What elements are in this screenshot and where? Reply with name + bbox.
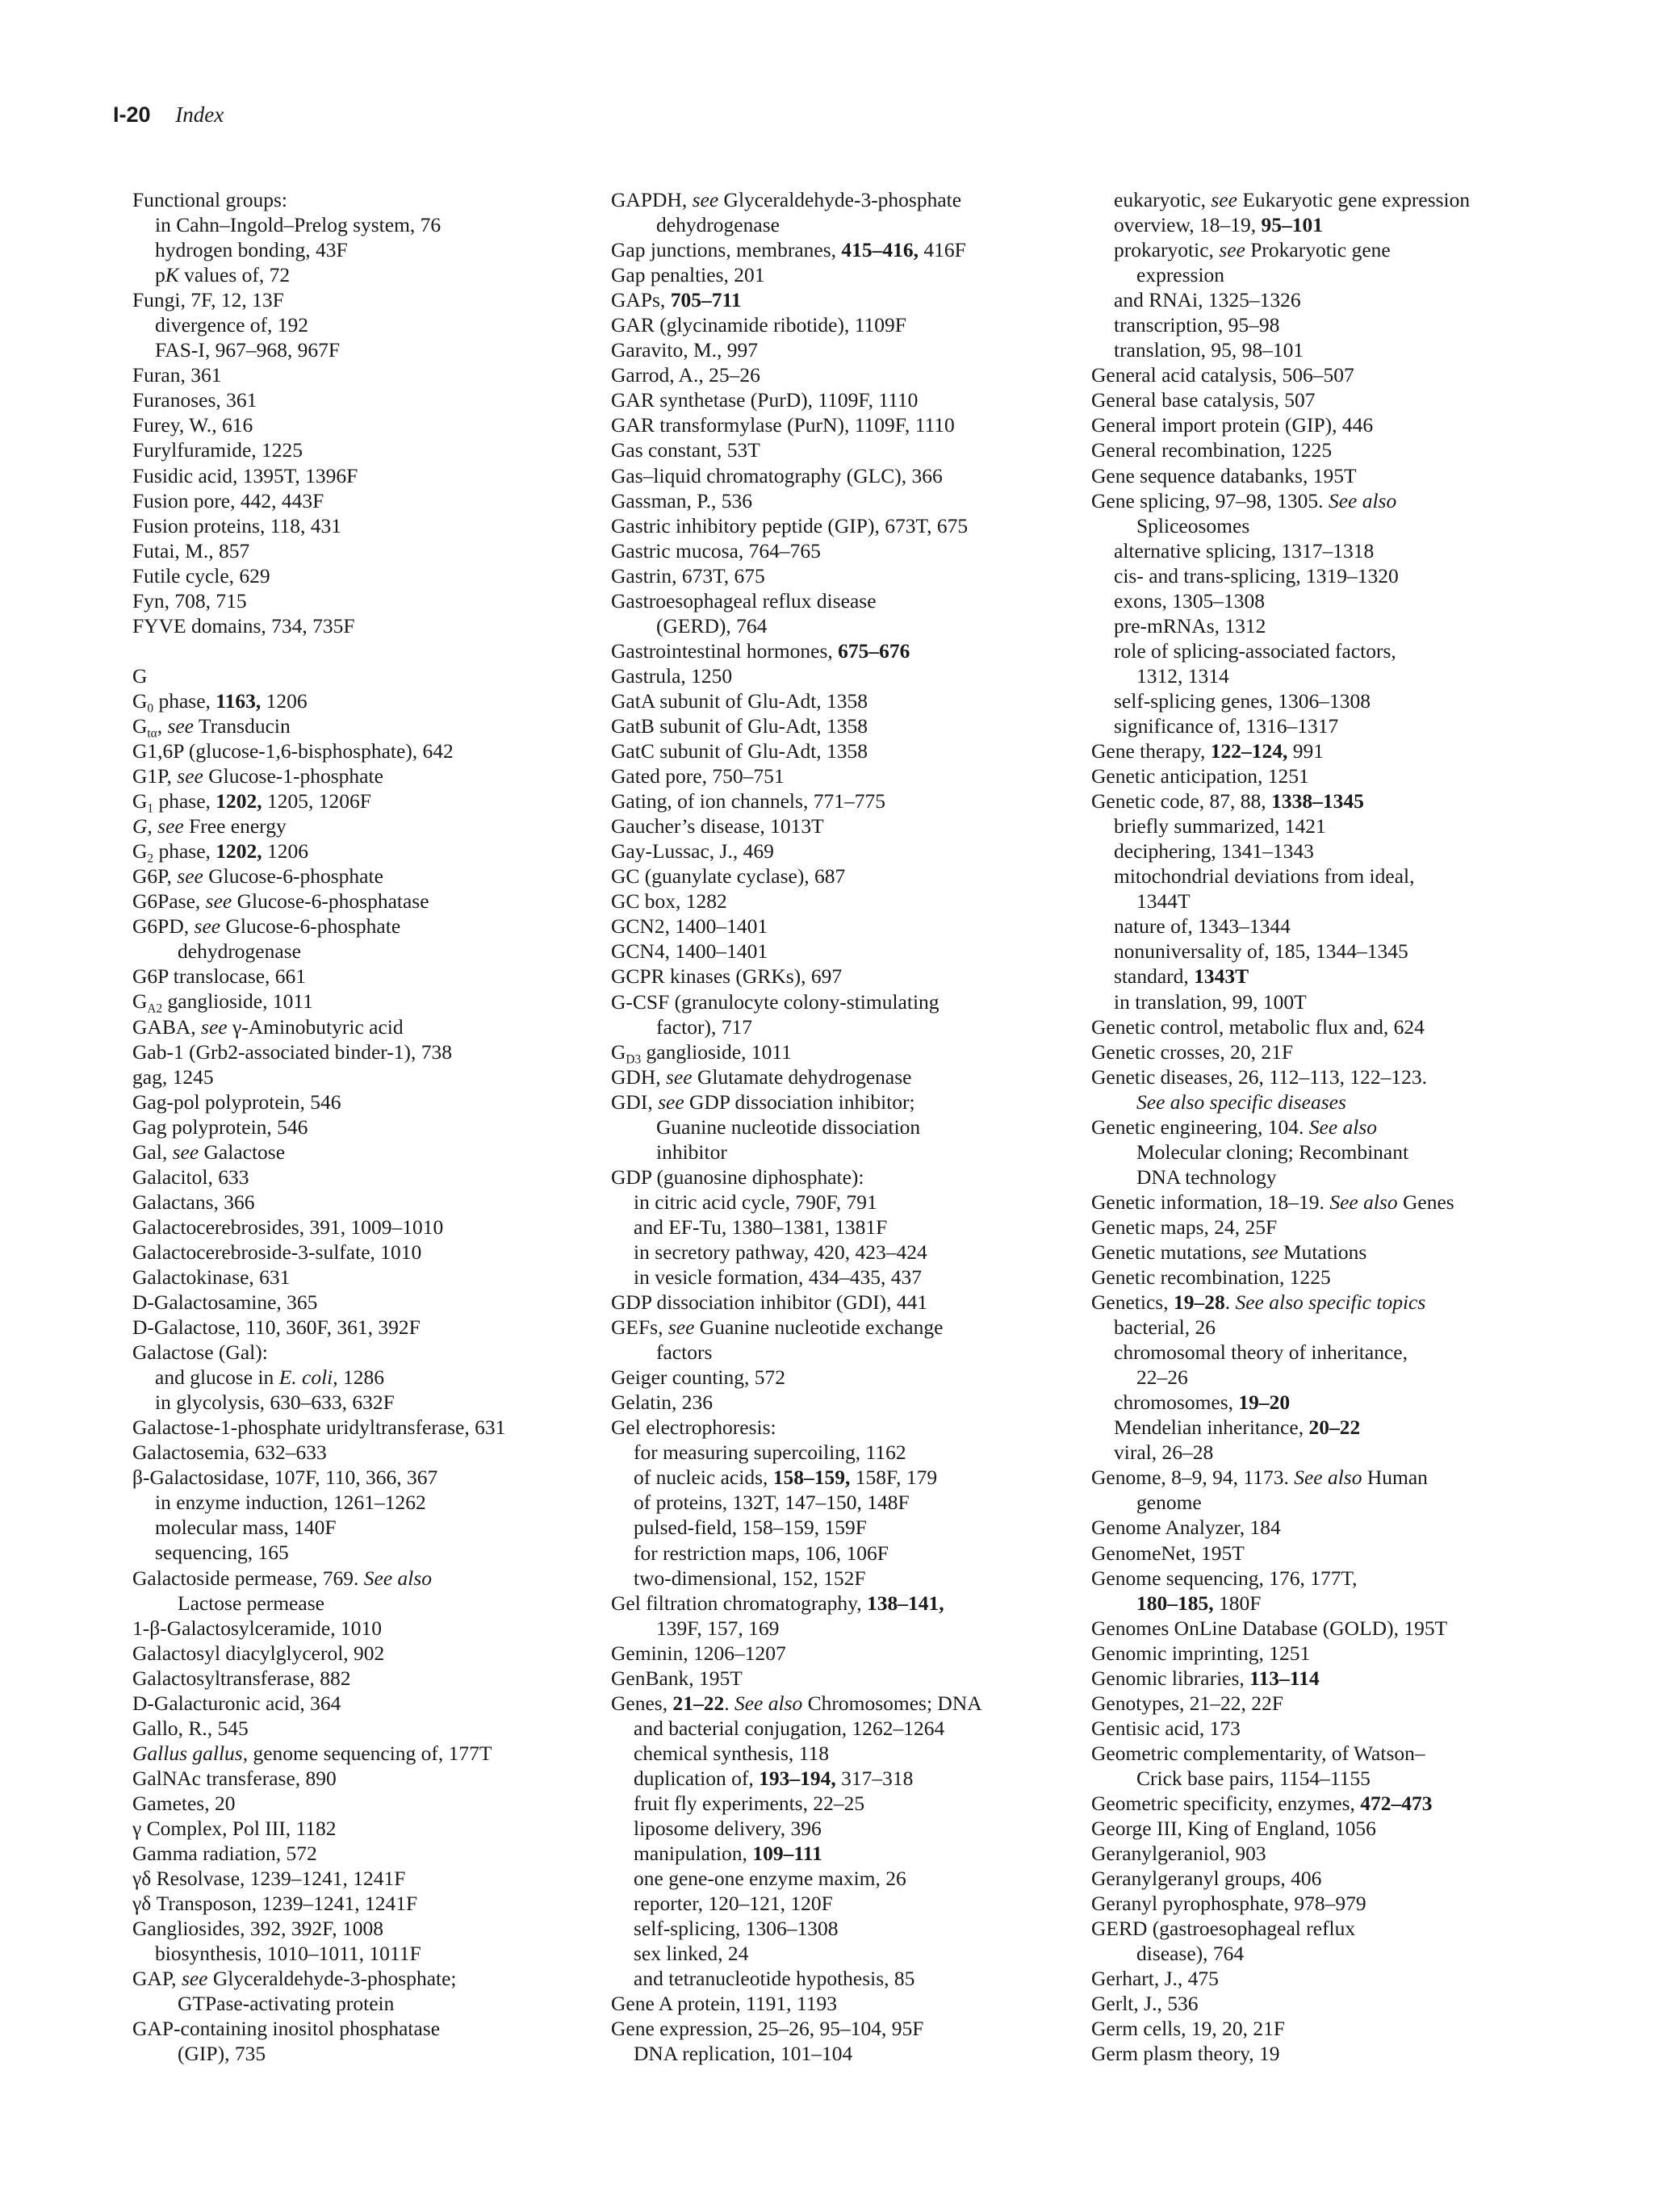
- index-entry: Genetic information, 18–19. See also Genes: [1091, 1190, 1454, 1214]
- index-subentry: 180–185, 180F: [1136, 1591, 1262, 1615]
- index-entry: Furylfuramide, 1225: [132, 438, 303, 462]
- index-entry: Germ plasm theory, 19: [1091, 2042, 1280, 2066]
- index-entry: Genetic mutations, see Mutations: [1091, 1240, 1367, 1264]
- index-subentry: duplication of, 193–194, 317–318: [634, 1766, 914, 1790]
- index-entry: Futai, M., 857: [132, 538, 250, 562]
- index-subentry: alternative splicing, 1317–1318: [1114, 538, 1375, 562]
- index-entry: GCN2, 1400–1401: [611, 914, 768, 939]
- index-entry: Galactosyltransferase, 882: [132, 1666, 351, 1690]
- index-entry: Futile cycle, 629: [132, 563, 270, 587]
- index-subentry: reporter, 120–121, 120F: [634, 1892, 833, 1916]
- index-subentry: overview, 18–19, 95–101: [1114, 213, 1323, 237]
- index-subentry: liposome delivery, 396: [634, 1817, 822, 1841]
- index-subentry: dehydrogenase: [656, 213, 780, 237]
- index-entry: Genomic libraries, 113–114: [1091, 1666, 1320, 1690]
- index-column-2: [611, 187, 1063, 2067]
- index-entry: Gag-pol polyprotein, 546: [132, 1089, 341, 1114]
- index-entry: Genetic maps, 24, 25F: [1091, 1215, 1278, 1239]
- index-entry: Garavito, M., 997: [611, 338, 759, 362]
- index-entry: Galactosyl diacylglycerol, 902: [132, 1641, 385, 1665]
- index-entry: GAP, see Glyceraldehyde-3-phosphate;: [132, 1967, 457, 1991]
- index-subentry: Crick base pairs, 1154–1155: [1136, 1766, 1371, 1790]
- index-entry: G: [132, 663, 148, 688]
- index-entry: $G_1$ phase, 1202, 1205, 1206F: [132, 789, 371, 816]
- index-entry: GatA subunit of Glu-Adt, 1358: [611, 688, 868, 713]
- index-entry: 1-β-Galactosylceramide, 1010: [132, 1616, 382, 1640]
- index-entry: Gag polyprotein, 546: [132, 1114, 308, 1139]
- index-subentry: transcription, 95–98: [1114, 313, 1280, 337]
- index-subentry: viral, 26–28: [1114, 1441, 1214, 1465]
- index-entry: Gerlt, J., 536: [1091, 1992, 1199, 2016]
- index-entry: GatC subunit of Glu-Adt, 1358: [611, 739, 868, 763]
- index-subentry: two-dimensional, 152, 152F: [634, 1566, 866, 1590]
- index-entry: Gene A protein, 1191, 1193: [611, 1992, 837, 2016]
- index-subentry: FAS-I, 967–968, 967F: [155, 338, 341, 362]
- index-subentry: pulsed-field, 158–159, 159F: [634, 1516, 867, 1540]
- index-subentry: expression: [1136, 263, 1225, 287]
- index-entry: γδ Transposon, 1239–1241, 1241F: [132, 1892, 418, 1916]
- index-subentry: (GIP), 735: [178, 2042, 266, 2066]
- index-subentry: chemical synthesis, 118: [634, 1741, 829, 1765]
- index-entry: Gentisic acid, 173: [1091, 1716, 1241, 1740]
- index-entry: Gap penalties, 201: [611, 263, 765, 287]
- index-subentry: 1344T: [1136, 889, 1191, 914]
- index-entry: G6PD, see Glucose-6-phosphate: [132, 914, 401, 939]
- index-entry: GDH, see Glutamate dehydrogenase: [611, 1064, 912, 1089]
- index-subentry: and bacterial conjugation, 1262–1264: [634, 1716, 945, 1740]
- index-entry: GDP dissociation inhibitor (GDI), 441: [611, 1290, 928, 1315]
- index-subentry: mitochondrial deviations from ideal,: [1114, 864, 1415, 889]
- index-entry: Gap junctions, membranes, 415–416, 416F: [611, 238, 966, 262]
- index-subentry: pre-mRNAs, 1312: [1114, 613, 1266, 638]
- index-subentry: divergence of, 192: [155, 313, 309, 337]
- running-header: [113, 102, 224, 128]
- index-entry: Furan, 361: [132, 363, 222, 387]
- index-entry: Genetic diseases, 26, 112–113, 122–123.: [1091, 1064, 1427, 1089]
- index-entry: Gal, see Galactose: [132, 1139, 286, 1164]
- index-entry: Galactans, 366: [132, 1190, 255, 1214]
- index-subentry: translation, 95, 98–101: [1114, 338, 1304, 362]
- index-entry: Genetic control, metabolic flux and, 624: [1091, 1014, 1425, 1039]
- index-entry: $G_{A2}$ ganglioside, 1011: [132, 989, 313, 1016]
- index-subentry: disease), 764: [1136, 1942, 1245, 1966]
- index-entry: General import protein (GIP), 446: [1091, 413, 1374, 437]
- index-subentry: Molecular cloning; Recombinant: [1136, 1139, 1409, 1164]
- index-subentry: of proteins, 132T, 147–150, 148F: [634, 1491, 910, 1515]
- index-entry: Gastric inhibitory peptide (GIP), 673T, 675: [611, 513, 969, 537]
- index-entry: GCN4, 1400–1401: [611, 939, 768, 964]
- index-subentry: fruit fly experiments, 22–25: [634, 1792, 865, 1815]
- index-subentry: inhibitor: [656, 1139, 727, 1164]
- index-spacer: [132, 638, 584, 663]
- index-entry: Gastrin, 673T, 675: [611, 563, 765, 587]
- index-subentry: pK values of, 72: [155, 263, 291, 287]
- index-entry: Genetic engineering, 104. See also: [1091, 1114, 1378, 1139]
- index-subentry: bacterial, 26: [1114, 1315, 1216, 1340]
- index-subentry: in translation, 99, 100T: [1114, 989, 1307, 1014]
- index-subentry: eukaryotic, see Eukaryotic gene expression: [1114, 188, 1471, 211]
- index-entry: Genetic recombination, 1225: [1091, 1265, 1331, 1290]
- index-entry: Gametes, 20: [132, 1791, 236, 1815]
- index-entry: Genetic crosses, 20, 21F: [1091, 1039, 1293, 1064]
- index-column-3: [1091, 187, 1543, 2067]
- index-subentry: in citric acid cycle, 790F, 791: [634, 1190, 877, 1214]
- index-subentry: sequencing, 165: [155, 1541, 289, 1565]
- index-subentry: for restriction maps, 106, 106F: [634, 1541, 889, 1565]
- index-subentry: chromosomal theory of inheritance,: [1114, 1340, 1408, 1365]
- index-entry: GEFs, see Guanine nucleotide exchange: [611, 1315, 944, 1340]
- index-entry: Genomes OnLine Database (GOLD), 195T: [1091, 1616, 1448, 1640]
- index-entry: Geiger counting, 572: [611, 1365, 785, 1390]
- index-entry: Galactose (Gal):: [132, 1340, 268, 1365]
- index-entry: Gel electrophoresis:: [611, 1415, 776, 1440]
- index-entry: Galactoside permease, 769. See also: [132, 1566, 433, 1590]
- index-entry: GatB subunit of Glu-Adt, 1358: [611, 713, 868, 738]
- index-subentry: exons, 1305–1308: [1114, 588, 1265, 613]
- index-entry: Galactosemia, 632–633: [132, 1441, 327, 1465]
- index-entry: Genetic code, 87, 88, 1338–1345: [1091, 789, 1364, 813]
- index-subentry: and EF-Tu, 1380–1381, 1381F: [634, 1215, 888, 1239]
- index-subentry: nature of, 1343–1344: [1114, 914, 1291, 939]
- index-entry: Gastric mucosa, 764–765: [611, 538, 821, 562]
- index-subentry: and tetranucleotide hypothesis, 85: [634, 1967, 915, 1991]
- index-entry: Gastroesophageal reflux disease: [611, 588, 877, 613]
- index-entry: $G_{t\alpha}$, see Transducin: [132, 713, 291, 741]
- index-subentry: hydrogen bonding, 43F: [155, 238, 348, 262]
- index-entry: Geometric complementarity, of Watson–: [1091, 1741, 1425, 1765]
- index-entry: GERD (gastroesophageal reflux: [1091, 1917, 1356, 1941]
- index-subentry: chromosomes, 19–20: [1114, 1390, 1291, 1415]
- index-entry: Galactocerebroside-3-sulfate, 1010: [132, 1240, 422, 1264]
- index-entry: GAR (glycinamide ribotide), 1109F: [611, 313, 906, 337]
- index-entry: Functional groups:: [132, 188, 287, 211]
- index-entry: Genome sequencing, 176, 177T,: [1091, 1566, 1358, 1590]
- index-entry: β-Galactosidase, 107F, 110, 366, 367: [132, 1466, 438, 1490]
- index-entry: GalNAc transferase, 890: [132, 1766, 337, 1790]
- index-subentry: standard, 1343T: [1114, 964, 1249, 989]
- index-entry: Gene splicing, 97–98, 1305. See also: [1091, 488, 1397, 512]
- index-entry: Germ cells, 19, 20, 21F: [1091, 2017, 1286, 2041]
- index-entry: Gangliosides, 392, 392F, 1008: [132, 1917, 384, 1941]
- index-entry: D-Galactose, 110, 360F, 361, 392F: [132, 1315, 421, 1340]
- index-subentry: significance of, 1316–1317: [1114, 713, 1339, 738]
- index-entry: George III, King of England, 1056: [1091, 1817, 1376, 1841]
- index-entry: Gamma radiation, 572: [132, 1842, 317, 1866]
- index-subentry: one gene-one enzyme maxim, 26: [634, 1867, 906, 1891]
- index-entry: Gastrointestinal hormones, 675–676: [611, 638, 910, 663]
- index-entry: Galactokinase, 631: [132, 1265, 291, 1289]
- index-entry: Gerhart, J., 475: [1091, 1967, 1219, 1991]
- index-entry: GenomeNet, 195T: [1091, 1541, 1245, 1565]
- index-entry: General base catalysis, 507: [1091, 388, 1316, 412]
- index-entry: Galactocerebrosides, 391, 1009–1010: [132, 1215, 444, 1239]
- index-subentry: sex linked, 24: [634, 1942, 749, 1966]
- index-entry: Gas–liquid chromatography (GLC), 366: [611, 463, 943, 487]
- index-entry: γδ Resolvase, 1239–1241, 1241F: [132, 1867, 406, 1891]
- index-entry: Gallus gallus, genome sequencing of, 177T: [132, 1741, 492, 1765]
- index-subentry: of nucleic acids, 158–159, 158F, 179: [634, 1466, 938, 1490]
- running-title: Index: [175, 102, 224, 127]
- index-subentry: 1312, 1314: [1136, 663, 1229, 688]
- index-entry: GAP-containing inositol phosphatase: [132, 2017, 441, 2041]
- index-subentry: role of splicing-associated factors,: [1114, 638, 1396, 663]
- page-number: I-20: [113, 102, 151, 127]
- index-column-1: [132, 187, 584, 2066]
- index-entry: Geranyl pyrophosphate, 978–979: [1091, 1892, 1366, 1916]
- index-subentry: genome: [1136, 1491, 1202, 1515]
- index-subentry: self-splicing genes, 1306–1308: [1114, 688, 1371, 713]
- index-entry: Galactose-1-phosphate uridyltransferase, 631: [132, 1415, 506, 1440]
- index-entry: GC box, 1282: [611, 889, 727, 914]
- index-subentry: Lactose permease: [178, 1591, 324, 1615]
- index-entry: Gated pore, 750–751: [611, 764, 785, 788]
- index-entry: Genome, 8–9, 94, 1173. See also Human: [1091, 1466, 1428, 1490]
- index-subentry: DNA replication, 101–104: [634, 2042, 853, 2066]
- index-entry: GAPs, 705–711: [611, 288, 742, 312]
- index-subentry: cis- and trans-splicing, 1319–1320: [1114, 563, 1399, 587]
- index-subentry: manipulation, 109–111: [634, 1842, 822, 1866]
- index-entry: Fusion proteins, 118, 431: [132, 513, 342, 537]
- index-subentry: molecular mass, 140F: [155, 1516, 337, 1540]
- index-entry: $G_{D3}$ ganglioside, 1011: [611, 1039, 792, 1066]
- index-subentry: in vesicle formation, 434–435, 437: [634, 1265, 922, 1290]
- index-subentry: GTPase-activating protein: [178, 1992, 395, 2016]
- index-entry: Gel filtration chromatography, 138–141,: [611, 1591, 944, 1615]
- index-entry: Gastrula, 1250: [611, 663, 733, 688]
- index-entry: Gene expression, 25–26, 95–104, 95F: [611, 2017, 924, 2041]
- index-entry: G, see Free energy: [132, 814, 287, 838]
- index-entry: D-Galactosamine, 365: [132, 1290, 318, 1315]
- index-entry: gag, 1245: [132, 1064, 214, 1089]
- index-entry: G6P translocase, 661: [132, 964, 307, 989]
- index-entry: Gassman, P., 536: [611, 488, 752, 512]
- index-entry: Furanoses, 361: [132, 388, 257, 412]
- index-subentry: deciphering, 1341–1343: [1114, 839, 1314, 863]
- index-subentry: DNA technology: [1136, 1165, 1277, 1189]
- index-entry: $G_2$ phase, 1202, 1206: [132, 839, 309, 866]
- index-entry: Gene sequence databanks, 195T: [1091, 463, 1357, 487]
- index-entry: Geranylgeranyl groups, 406: [1091, 1867, 1322, 1891]
- index-entry: γ Complex, Pol III, 1182: [132, 1817, 337, 1840]
- index-entry: GAR transformylase (PurN), 1109F, 1110: [611, 413, 955, 437]
- index-entry: Genetics, 19–28. See also specific topics: [1091, 1290, 1426, 1315]
- index-subentry: for measuring supercoiling, 1162: [634, 1441, 906, 1465]
- index-subentry: 22–26: [1136, 1365, 1188, 1390]
- index-subentry: (GERD), 764: [656, 613, 768, 638]
- index-entry: G-CSF (granulocyte colony-stimulating: [611, 989, 939, 1014]
- index-entry: Genome Analyzer, 184: [1091, 1516, 1281, 1540]
- index-entry: Garrod, A., 25–26: [611, 363, 760, 387]
- index-entry: Galacitol, 633: [132, 1165, 249, 1189]
- index-entry: Fyn, 708, 715: [132, 588, 247, 613]
- index-entry: Gallo, R., 545: [132, 1716, 249, 1740]
- index-entry: GDP (guanosine diphosphate):: [611, 1165, 864, 1189]
- index-entry: Genotypes, 21–22, 22F: [1091, 1691, 1283, 1715]
- index-subentry: Guanine nucleotide dissociation: [656, 1114, 921, 1139]
- index-entry: Geminin, 1206–1207: [611, 1641, 786, 1665]
- index-subentry: prokaryotic, see Prokaryotic gene: [1114, 238, 1391, 262]
- index-entry: GC (guanylate cyclase), 687: [611, 864, 846, 889]
- index-entry: Fungi, 7F, 12, 13F: [132, 288, 284, 312]
- index-entry: GDI, see GDP dissociation inhibitor;: [611, 1089, 915, 1114]
- index-entry: Furey, W., 616: [132, 413, 253, 437]
- index-subentry: in secretory pathway, 420, 423–424: [634, 1240, 927, 1264]
- index-entry: Geometric specificity, enzymes, 472–473: [1091, 1792, 1433, 1815]
- index-entry: Gene therapy, 122–124, 991: [1091, 739, 1324, 763]
- index-subentry: factor), 717: [656, 1014, 752, 1039]
- index-entry: Genomic imprinting, 1251: [1091, 1641, 1311, 1665]
- index-subentry: briefly summarized, 1421: [1114, 814, 1326, 838]
- index-entry: D-Galacturonic acid, 364: [132, 1691, 341, 1715]
- index-subentry: in enzyme induction, 1261–1262: [155, 1491, 426, 1515]
- index-subentry: in Cahn–Ingold–Prelog system, 76: [155, 213, 441, 237]
- index-entry: $G_0$ phase, 1163, 1206: [132, 688, 308, 716]
- index-entry: Gaucher’s disease, 1013T: [611, 814, 824, 838]
- index-subentry: biosynthesis, 1010–1011, 1011F: [155, 1942, 421, 1966]
- index-entry: GAR synthetase (PurD), 1109F, 1110: [611, 388, 919, 412]
- index-entry: GCPR kinases (GRKs), 697: [611, 964, 843, 989]
- index-entry: Fusidic acid, 1395T, 1396F: [132, 463, 358, 487]
- index-entry: Gay-Lussac, J., 469: [611, 839, 774, 863]
- index-subentry: in glycolysis, 630–633, 632F: [155, 1390, 395, 1415]
- index-entry: G1,6P (glucose-1,6-bisphosphate), 642: [132, 738, 454, 763]
- index-entry: Gas constant, 53T: [611, 438, 760, 462]
- index-entry: Fusion pore, 442, 443F: [132, 488, 324, 512]
- index-subentry: See also specific diseases: [1136, 1089, 1346, 1114]
- index-entry: Gelatin, 236: [611, 1390, 714, 1415]
- index-entry: GABA, see γ-Aminobutyric acid: [132, 1014, 404, 1039]
- index-subentry: self-splicing, 1306–1308: [634, 1917, 839, 1941]
- index-entry: General recombination, 1225: [1091, 438, 1333, 462]
- index-entry: Gab-1 (Grb2-associated binder-1), 738: [132, 1039, 453, 1064]
- index-subentry: and glucose in E. coli, 1286: [155, 1365, 385, 1390]
- index-entry: G1P, see Glucose-1-phosphate: [132, 764, 383, 788]
- index-entry: Genes, 21–22. See also Chromosomes; DNA: [611, 1691, 982, 1715]
- index-subentry: factors: [656, 1340, 713, 1365]
- index-subentry: nonuniversality of, 185, 1344–1345: [1114, 939, 1408, 964]
- index-entry: General acid catalysis, 506–507: [1091, 363, 1354, 387]
- index-subentry: 139F, 157, 169: [656, 1616, 780, 1640]
- index-entry: GAPDH, see Glyceraldehyde-3-phosphate: [611, 188, 962, 211]
- index-entry: Gating, of ion channels, 771–775: [611, 789, 885, 813]
- index-entry: Genetic anticipation, 1251: [1091, 764, 1309, 788]
- index-entry: Geranylgeraniol, 903: [1091, 1842, 1266, 1866]
- index-entry: FYVE domains, 734, 735F: [132, 613, 355, 638]
- index-subentry: Spliceosomes: [1136, 513, 1250, 537]
- index-entry: GenBank, 195T: [611, 1666, 743, 1690]
- index-entry: G6Pase, see Glucose-6-phosphatase: [132, 889, 429, 914]
- index-entry: G6P, see Glucose-6-phosphate: [132, 864, 383, 889]
- index-subentry: and RNAi, 1325–1326: [1114, 288, 1301, 312]
- index-subentry: Mendelian inheritance, 20–22: [1114, 1415, 1361, 1440]
- index-subentry: dehydrogenase: [178, 939, 301, 964]
